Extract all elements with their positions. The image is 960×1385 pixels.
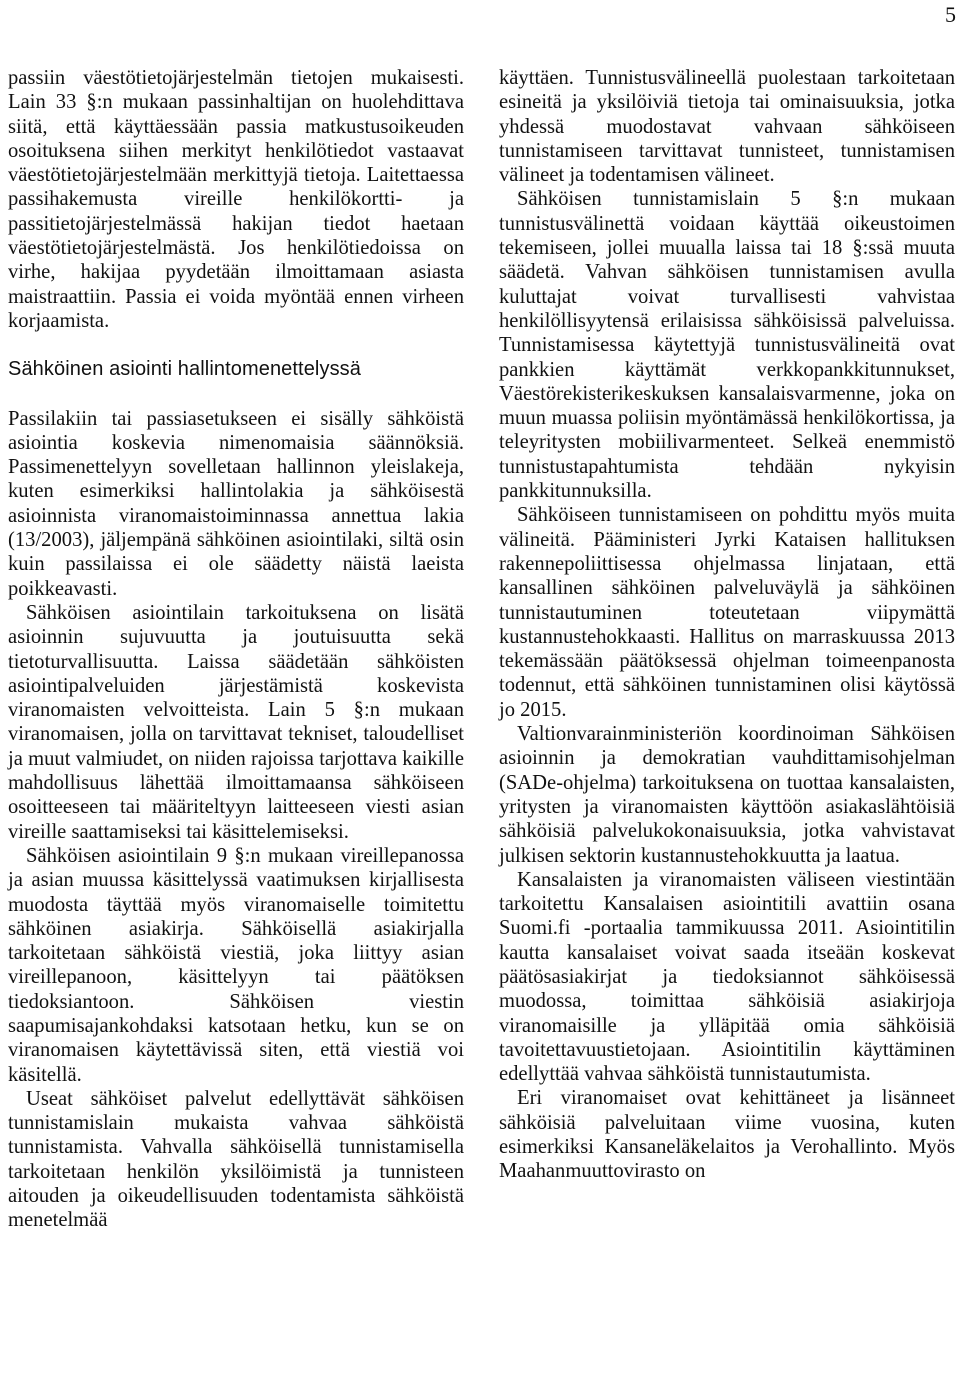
- left-column: [8, 66, 464, 1233]
- paragraph: Sähköisen asiointilain tarkoituksena on lisätä asioinnin sujuvuutta ja joutuisuutta sekä tietoturvallisuutta. Laissa säädetään sähköisten asiointipalveluiden järjestämistä koskevista viranomaisten velvoitteista. Lain 5 §:n mukaan viranomaisen, jolla on tarvittavat tekniset, taloudelliset ja muut valmiudet, on niiden rajoissa tarjottava kaikille mahdollisuus lähettää ilmoittamaansa sähköiseen osoitteeseen tai määriteltyyn laitteeseen viesti asian vireille saattamiseksi tai käsittelemiseksi.: [8, 601, 464, 843]
- paragraph: passiin väestötietojärjestelmän tietojen mukaisesti. Lain 33 §:n mukaan passinhaltijan on huolehdittava siitä, että käyttäessään passia matkustusoikeuden osoituksena siihen merkityt henkilötiedot vastaavat väestötietojärjestelmään merkittyjä tietoja. Laitettaessa passihakemusta vireille henkilökortti- ja passitietojärjestelmässä hakijan tiedot haetaan väestötietojärjestelmästä. Jos henkilötiedoissa on virhe, hakijaa pyydetään ilmoittamaan asiasta maistraattiin. Passia ei voida myöntää ennen virheen korjaamista.: [8, 67, 464, 332]
- paragraph: Kansalaisten ja viranomaisten väliseen viestintään tarkoitettu Kansalaisen asiointitili avattiin osana Suomi.fi -portaalia tammikuussa 2011. Asiointitilin kautta kansalaiset voivat saada itseään koskevat päätösasiakirjat ja tiedoksiannot sähköisessä muodossa, toimittaa sähköisiä asiakirjoja viranomaisille ja ylläpitää omia sähköisiä tavoitettavuustietojaan. Asiointitilin käyttäminen edellyttää vahvaa sähköistä tunnistautumista.: [499, 868, 955, 1086]
- paragraph: Passilakiin tai passiasetukseen ei sisälly sähköistä asiointia koskevia nimenomaisia säännöksiä. Passimenettelyyn sovelletaan hallinnon yleislakeja, kuten esimerkiksi hallintolakia ja sähköisestä asioinnista viranomaistoiminnassa annettua lakia (13/2003), jäljempänä sähköinen asiointilaki, siltä osin kuin passilaissa ei ole säädetty näistä laeista poikkeavasti.: [8, 407, 464, 600]
- paragraph: Sähköisen asiointilain 9 §:n mukaan vireillepanossa ja asian muussa käsittelyssä vaatimuksen kirjallisesta muodosta täyttää myös viranomaiselle toimitettu sähköinen asiakirja. Sähköisellä asiakirjalla tarkoitetaan sähköistä viestiä, joka liittyy asian vireillepanoon, käsittelyyn tai päätöksen tiedoksiantoon. Sähköisen viestin saapumisajankohdaksi katsotaan hetku, kun se on viranomaisen käytettävissä siten, että viestiä voi käsitellä.: [8, 844, 464, 1086]
- right-column: [499, 66, 955, 1184]
- paragraph: Eri viranomaiset ovat kehittäneet ja lisänneet sähköisiä palveluitaan viime vuosina, kuten esimerkiksi Kansaneläkelaitos ja Verohallinto. Myös Maahanmuuttovirasto on: [499, 1087, 955, 1183]
- page-number: 5: [945, 2, 956, 27]
- paragraph: käyttäen. Tunnistusvälineellä puolestaan tarkoitetaan esineitä ja yksilöiviä tietoja tai ominaisuuksia, jotka yhdessä muodostavat vahvaan sähköiseen tunnistamiseen tarvittavat tunnisteet, tunnistamisen välineet ja todentamisen välineet.: [499, 67, 955, 187]
- paragraph: Sähköiseen tunnistamiseen on pohdittu myös muita välineitä. Pääministeri Jyrki Kataisen hallituksen rakennepoliittisessa ohjelmassa linjataan, että kansallinen sähköinen palveluväylä ja sähköinen tunnistautuminen toteutetaan viipymättä kustannustehokkaasti. Hallitus on marraskuussa 2013 tekemässään päätöksessä ohjelman toimeenpanosta todennut, että sähköinen tunnistaminen olisi käytössä jo 2015.: [499, 504, 955, 721]
- paragraph: Sähköisen tunnistamislain 5 §:n mukaan tunnistusvälinettä voidaan käyttää oikeustoimen tekemiseen, jollei muualla laissa tai 18 §:ssä muuta säädetä. Vahvan sähköisen tunnistamisen avulla kuluttajat voivat turvallisesti vahvistaa henkilöllisyytensä erilaisissa sähköisissä palveluissa. Tunnistamisessa käytettyjä tunnistusvälineitä ovat pankkien käyttämät verkkopankkitunnukset, Väestörekisterikeskuksen kansalaisvarmenne, joka on muun muassa poliisin myöntämässä henkilökortissa, ja teleyritysten mobiilivarmenteet. Selkeä enemmistö tunnistustapahtumista tehdään nykyisin pankkitunnuksilla.: [499, 188, 955, 503]
- paragraph: Useat sähköiset palvelut edellyttävät sähköisen tunnistamislain mukaista vahvaa sähköistä tunnistamista. Vahvalla sähköisellä tunnistamisella tarkoitetaan henkilön yksilöimistä ja tunnisteen aitouden ja oikeudellisuuden todentamista sähköistä menetelmää: [8, 1087, 464, 1232]
- section-heading: Sähköinen asiointi hallintomenettelyssä: [8, 358, 362, 381]
- paragraph: Valtionvarainministeriön koordinoiman Sähköisen asioinnin ja demokratian vauhdittamisohjelman (SADe-ohjelma) tarkoituksena on tuottaa kansalaisten, yritysten ja viranomaisten käyttöön asiakaslähtöisiä sähköisiä palvelukokonaisuuksia, jotka vahvistavat julkisen sektorin kustannustehokkuutta ja laatua.: [499, 723, 955, 867]
